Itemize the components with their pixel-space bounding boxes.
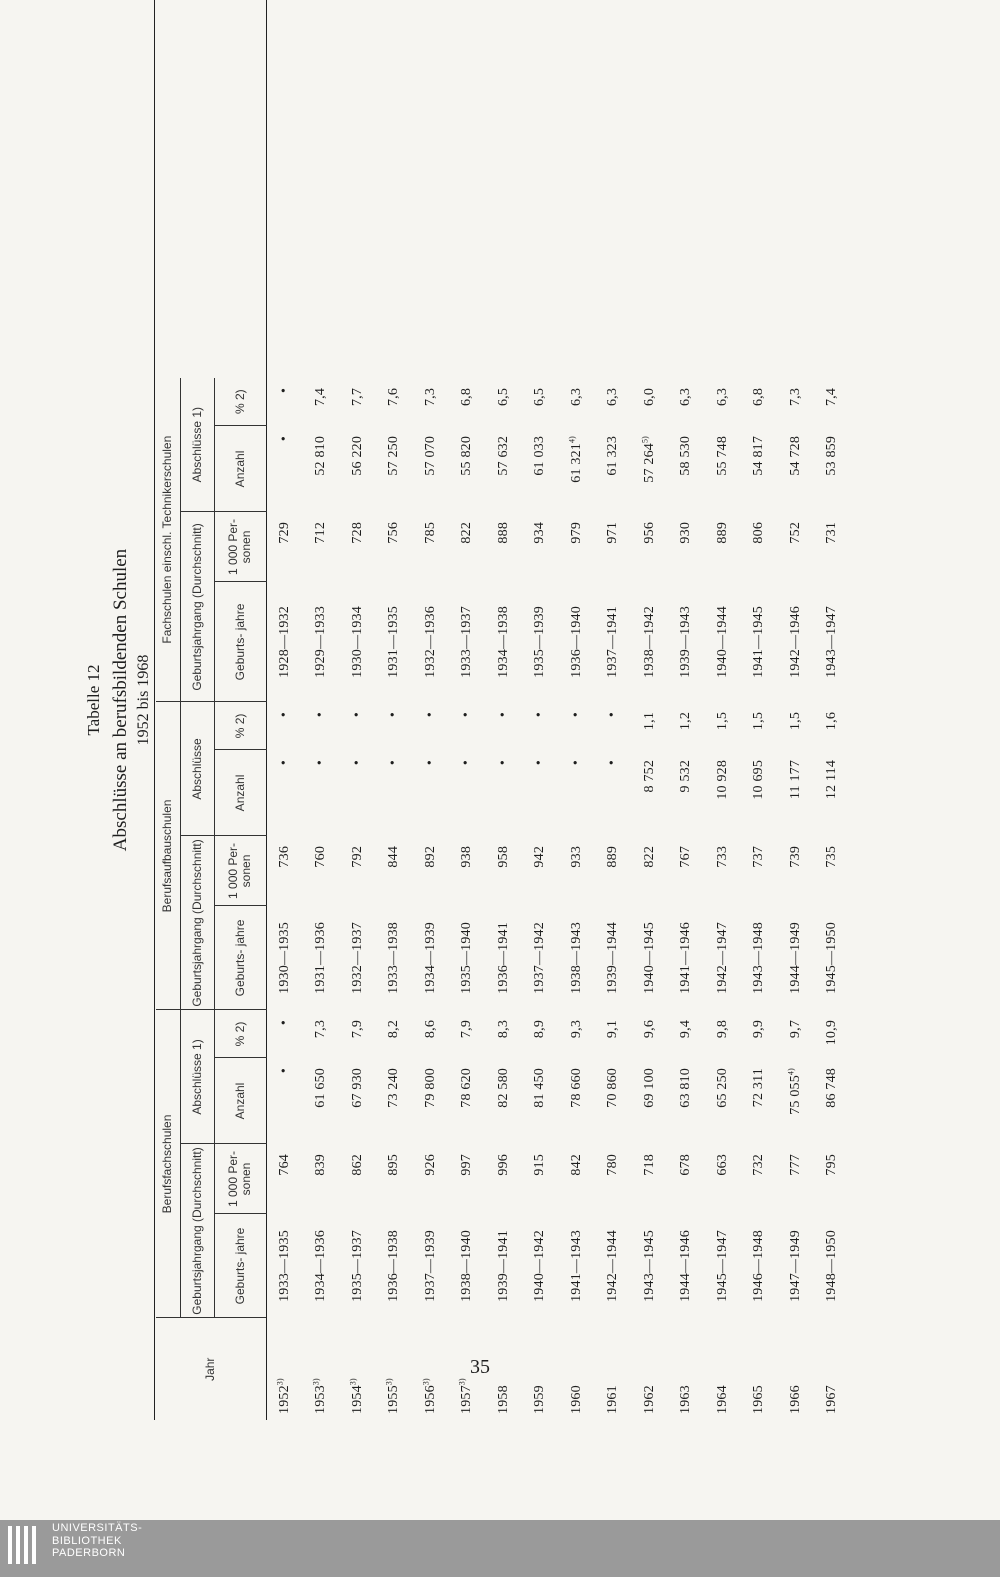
cell-fachschulen-geburtsjahre: 1942—1946 [787,606,803,678]
table-title: Abschlüsse an berufsbildenden Schulen [110,548,131,852]
page-number: 35 [470,1356,490,1378]
cell-berufsfach-prozent: 10,9 [824,1019,840,1046]
cell-berufsfach-personen: 997 [459,1154,475,1176]
header-abschluesse-2: Abschlüsse [180,702,214,836]
table-row [559,0,596,1420]
cell-berufsfach-geburtsjahre: 1940—1942 [532,1230,548,1302]
cell-berufsfach-anzahl: 81 450 [532,1068,548,1108]
cell-fachschulen-anzahl: 55 820 [459,435,475,476]
cell-berufsaufbau-anzahl: 12 114 [824,759,840,800]
cell-fachschulen-anzahl: 57 070 [422,435,438,476]
cell-berufsaufbau-geburtsjahre: 1932—1937 [349,922,365,994]
cell-berufsfach-anzahl: 78 660 [568,1068,584,1108]
cell-berufsaufbau-prozent: • [386,711,402,718]
cell-berufsfach-geburtsjahre: 1943—1945 [641,1230,657,1302]
cell-berufsfach-personen: 777 [787,1154,803,1176]
cell-berufsfach-prozent: 9,9 [751,1019,767,1039]
cell-berufsfach-personen: 663 [714,1154,730,1176]
cell-fachschulen-prozent: 6,3 [678,387,694,407]
cell-fachschulen-anzahl: 55 748 [714,435,730,476]
cell-fachschulen-personen: 971 [605,521,621,544]
cell-berufsaufbau-geburtsjahre: 1931—1936 [313,922,329,994]
cell-fachschulen-geburtsjahre: 1931—1935 [386,606,402,678]
cell-berufsaufbau-prozent: • [605,711,621,718]
cell-fachschulen-personen: 979 [568,521,584,544]
cell-berufsfach-prozent: 9,6 [641,1019,657,1039]
cell-berufsfach-prozent: 7,9 [459,1019,475,1039]
header-berufsfachschulen: Berufsfachschulen [156,1010,180,1318]
header-geburtsjahrgang-2: Geburtsjahrgang (Durchschnitt) [180,836,214,1010]
cell-berufsaufbau-anzahl: 10 928 [714,759,730,800]
cell-fachschulen-personen: 731 [824,521,840,544]
cell-jahr: 1958 [495,1385,511,1414]
library-name: UNIVERSITÄTS- BIBLIOTHEK PADERBORN [52,1522,143,1559]
cell-berufsaufbau-personen: 892 [422,845,438,868]
cell-jahr: 1964 [714,1385,730,1414]
cell-jahr: 1956$^{3)}$ [421,1378,438,1414]
cell-fachschulen-personen: 822 [459,521,475,544]
cell-fachschulen-anzahl: 57 632 [495,435,511,476]
cell-fachschulen-prozent: 7,7 [349,387,365,407]
cell-fachschulen-personen: 888 [495,521,511,544]
cell-fachschulen-anzahl: 61 321$^{4)}$ [567,435,584,483]
cell-berufsfach-prozent: 7,9 [349,1019,365,1039]
cell-berufsfach-personen: 915 [532,1154,548,1176]
cell-fachschulen-personen: 756 [386,521,402,544]
cell-berufsfach-anzahl: 82 580 [495,1068,511,1108]
cell-fachschulen-geburtsjahre: 1934—1938 [495,606,511,678]
cell-berufsfach-prozent: 7,3 [313,1019,329,1039]
cell-berufsaufbau-personen: 822 [641,845,657,868]
table-row [486,0,523,1420]
cell-berufsfach-anzahl: 75 055$^{4)}$ [786,1068,803,1115]
header-abschluesse-3: Abschlüsse 1) [180,378,214,512]
cell-berufsfach-personen: 842 [568,1154,584,1176]
cell-fachschulen-geburtsjahre: 1932—1936 [422,606,438,678]
cell-berufsfach-prozent: 9,3 [568,1019,584,1039]
cell-berufsaufbau-prozent: • [276,711,292,718]
cell-berufsaufbau-geburtsjahre: 1933—1938 [386,922,402,994]
cell-berufsfach-anzahl: 61 650 [313,1068,329,1108]
table-number: Tabelle 12 [84,664,103,736]
cell-berufsaufbau-geburtsjahre: 1935—1940 [459,922,475,994]
cell-fachschulen-personen: 889 [714,521,730,544]
cell-fachschulen-personen: 956 [641,521,657,544]
cell-berufsfach-prozent: 8,9 [532,1019,548,1039]
cell-berufsfach-personen: 862 [349,1154,365,1176]
cell-berufsfach-anzahl: 63 810 [678,1068,694,1108]
cell-berufsaufbau-anzahl: 10 695 [751,759,767,800]
cell-berufsaufbau-anzahl: • [276,759,292,766]
cell-berufsfach-geburtsjahre: 1936—1938 [386,1230,402,1302]
cell-jahr: 1967 [824,1385,840,1414]
cell-berufsaufbau-anzahl: • [532,759,548,766]
cell-berufsaufbau-personen: 767 [678,845,694,868]
cell-fachschulen-geburtsjahre: 1930—1934 [349,606,365,678]
cell-berufsaufbau-prozent: • [422,711,438,718]
cell-berufsaufbau-geburtsjahre: 1930—1935 [276,922,292,994]
cell-berufsaufbau-prozent: • [459,711,475,718]
cell-fachschulen-prozent: 7,3 [787,387,803,407]
cell-berufsaufbau-personen: 889 [605,845,621,868]
rotated-table-area [70,0,930,1420]
cell-berufsfach-personen: 780 [605,1154,621,1176]
cell-berufsfach-anzahl: 65 250 [714,1068,730,1108]
cell-berufsaufbau-geburtsjahre: 1939—1944 [605,922,621,994]
cell-berufsaufbau-geburtsjahre: 1937—1942 [532,922,548,994]
cell-fachschulen-anzahl: 57 264$^{5)}$ [640,435,657,483]
cell-fachschulen-geburtsjahre: 1929—1933 [313,606,329,678]
cell-fachschulen-prozent: 7,4 [824,387,840,407]
cell-berufsaufbau-anzahl: • [495,759,511,766]
cell-fachschulen-geburtsjahre: 1938—1942 [641,606,657,678]
cell-fachschulen-prozent: 6,8 [751,387,767,407]
cell-berufsfach-geburtsjahre: 1941—1943 [568,1230,584,1302]
header-jahr: Jahr [156,1318,266,1420]
cell-berufsfach-geburtsjahre: 1945—1947 [714,1230,730,1302]
cell-fachschulen-personen: 930 [678,521,694,544]
table-row [413,0,450,1420]
cell-fachschulen-geburtsjahre: 1936—1940 [568,606,584,678]
header-personen: 1 000 Per- sonen [214,1144,266,1214]
cell-berufsfach-geburtsjahre: 1938—1940 [459,1230,475,1302]
cell-fachschulen-anzahl: 54 817 [751,435,767,476]
cell-fachschulen-personen: 785 [422,521,438,544]
cell-fachschulen-anzahl: 61 323 [605,435,621,476]
cell-berufsaufbau-prozent: 1,5 [751,711,767,731]
cell-berufsaufbau-prozent: 1,6 [824,711,840,731]
cell-fachschulen-geburtsjahre: 1940—1944 [714,606,730,678]
table-row [303,0,340,1420]
cell-jahr: 1961 [605,1385,621,1414]
cell-berufsfach-geburtsjahre: 1935—1937 [349,1230,365,1302]
cell-fachschulen-anzahl: 57 250 [386,435,402,476]
cell-fachschulen-anzahl: 61 033 [532,435,548,476]
cell-berufsfach-anzahl: 73 240 [386,1068,402,1108]
library-logo-icon [8,1526,42,1564]
header-geburtsjahre: Geburts- jahre [214,906,266,1010]
cell-berufsfach-geburtsjahre: 1937—1939 [422,1230,438,1302]
cell-berufsaufbau-personen: 737 [751,845,767,868]
header-anzahl: Anzahl [214,426,266,512]
cell-berufsfach-geburtsjahre: 1948—1950 [824,1230,840,1302]
cell-jahr: 1954$^{3)}$ [348,1378,365,1414]
cell-berufsaufbau-anzahl: • [313,759,329,766]
cell-jahr: 1965 [751,1385,767,1414]
cell-berufsaufbau-prozent: • [349,711,365,718]
table-row [705,0,742,1420]
cell-fachschulen-anzahl: 58 530 [678,435,694,476]
header-prozent: % 2) [214,1010,266,1058]
cell-berufsfach-personen: 926 [422,1154,438,1176]
cell-berufsfach-anzahl: 78 620 [459,1068,475,1108]
header-geburtsjahre: Geburts- jahre [214,1214,266,1318]
cell-fachschulen-anzahl: 52 810 [313,435,329,476]
table-row [340,0,377,1420]
cell-berufsaufbau-anzahl: 8 752 [641,759,657,793]
cell-berufsfach-prozent: 9,7 [787,1019,803,1039]
cell-berufsaufbau-anzahl: • [422,759,438,766]
table-row [632,0,669,1420]
cell-fachschulen-geburtsjahre: 1943—1947 [824,606,840,678]
table-row [778,0,815,1420]
cell-fachschulen-geburtsjahre: 1933—1937 [459,606,475,678]
header-geburtsjahrgang-3: Geburtsjahrgang (Durchschnitt) [180,512,214,702]
cell-berufsaufbau-prozent: • [568,711,584,718]
cell-berufsfach-prozent: 8,3 [495,1019,511,1039]
cell-fachschulen-prozent: 6,0 [641,387,657,407]
cell-fachschulen-personen: 752 [787,521,803,544]
header-anzahl: Anzahl [214,750,266,836]
cell-berufsfach-geburtsjahre: 1947—1949 [787,1230,803,1302]
cell-fachschulen-geburtsjahre: 1928—1932 [276,606,292,678]
cell-berufsfach-geburtsjahre: 1942—1944 [605,1230,621,1302]
cell-berufsaufbau-personen: 933 [568,845,584,868]
cell-berufsfach-personen: 895 [386,1154,402,1176]
cell-berufsaufbau-anzahl: • [349,759,365,766]
cell-berufsaufbau-prozent: 1,2 [678,711,694,731]
cell-berufsfach-geburtsjahre: 1944—1946 [678,1230,694,1302]
cell-fachschulen-anzahl: • [276,435,292,442]
cell-fachschulen-prozent: 7,3 [422,387,438,407]
cell-berufsfach-personen: 996 [495,1154,511,1176]
cell-berufsfach-prozent: 8,6 [422,1019,438,1039]
table-row [449,0,486,1420]
cell-fachschulen-prozent: 6,3 [568,387,584,407]
cell-berufsaufbau-prozent: 1,5 [714,711,730,731]
cell-jahr: 1962 [641,1385,657,1414]
cell-berufsaufbau-geburtsjahre: 1944—1949 [787,922,803,994]
cell-berufsaufbau-geburtsjahre: 1942—1947 [714,922,730,994]
table-title-block [70,0,153,1420]
cell-jahr: 1959 [532,1385,548,1414]
cell-berufsaufbau-personen: 844 [386,845,402,868]
cell-berufsaufbau-geburtsjahre: 1934—1939 [422,922,438,994]
cell-berufsaufbau-personen: 958 [495,845,511,868]
cell-berufsfach-personen: 764 [276,1154,292,1176]
header-berufsaufbauschulen: Berufsaufbauschulen [156,702,180,1010]
cell-berufsfach-anzahl: 72 311 [751,1068,767,1108]
cell-fachschulen-prozent: 7,4 [313,387,329,407]
cell-berufsfach-personen: 718 [641,1154,657,1176]
cell-fachschulen-anzahl: 54 728 [787,435,803,476]
cell-berufsfach-prozent: 8,2 [386,1019,402,1039]
cell-berufsaufbau-prozent: • [532,711,548,718]
cell-berufsfach-anzahl: • [276,1068,292,1074]
cell-fachschulen-geburtsjahre: 1939—1943 [678,606,694,678]
cell-fachschulen-prozent: 6,5 [495,387,511,407]
cell-fachschulen-personen: 729 [276,521,292,544]
cell-berufsaufbau-anzahl: • [568,759,584,766]
cell-berufsaufbau-prozent: 1,5 [787,711,803,731]
header-personen: 1 000 Per- sonen [214,836,266,906]
header-fachschulen: Fachschulen einschl. Technikerschulen [156,378,180,702]
cell-berufsaufbau-geburtsjahre: 1945—1950 [824,922,840,994]
cell-jahr: 1960 [568,1385,584,1414]
cell-berufsaufbau-personen: 735 [824,845,840,868]
table-row [522,0,559,1420]
cell-berufsfach-geburtsjahre: 1934—1936 [313,1230,329,1302]
cell-berufsaufbau-personen: 938 [459,845,475,868]
cell-berufsaufbau-geburtsjahre: 1943—1948 [751,922,767,994]
cell-jahr: 1953$^{3)}$ [311,1378,329,1414]
header-geburtsjahre: Geburts- jahre [214,582,266,702]
cell-fachschulen-prozent: 6,3 [714,387,730,407]
header-geburtsjahrgang-1: Geburtsjahrgang (Durchschnitt) [180,1144,214,1318]
cell-berufsfach-prozent: 9,4 [678,1019,694,1039]
cell-berufsaufbau-prozent: • [313,711,329,718]
cell-fachschulen-geburtsjahre: 1941—1945 [751,606,767,678]
cell-berufsaufbau-anzahl: • [605,759,621,766]
cell-berufsfach-prozent: • [276,1019,292,1026]
header-personen: 1 000 Per- sonen [214,512,266,582]
cell-berufsaufbau-geburtsjahre: 1936—1941 [495,922,511,994]
cell-berufsaufbau-personen: 760 [313,845,329,868]
cell-jahr: 1963 [678,1385,694,1414]
cell-berufsaufbau-anzahl: 9 532 [678,759,694,793]
cell-berufsfach-personen: 839 [313,1154,329,1176]
header-prozent: % 2) [214,702,266,750]
cell-berufsfach-geburtsjahre: 1939—1941 [495,1230,511,1302]
cell-berufsaufbau-prozent: 1,1 [641,711,657,731]
cell-jahr: 1952$^{3)}$ [275,1378,292,1414]
cell-berufsfach-personen: 678 [678,1154,694,1176]
table-top-rule [154,0,155,1420]
cell-fachschulen-personen: 934 [532,521,548,544]
cell-berufsfach-anzahl: 67 930 [349,1068,365,1108]
cell-berufsfach-anzahl: 69 100 [641,1068,657,1108]
cell-fachschulen-prozent: 6,3 [605,387,621,407]
cell-fachschulen-prozent: 6,8 [459,387,475,407]
cell-berufsaufbau-anzahl: • [459,759,475,766]
cell-berufsfach-prozent: 9,1 [605,1019,621,1039]
header-prozent: % 2) [214,378,266,426]
cell-fachschulen-personen: 806 [751,521,767,544]
table-row [741,0,778,1420]
cell-fachschulen-personen: 712 [313,521,329,544]
cell-berufsaufbau-personen: 792 [349,845,365,868]
cell-berufsaufbau-geburtsjahre: 1938—1943 [568,922,584,994]
cell-berufsaufbau-personen: 733 [714,845,730,868]
cell-berufsaufbau-personen: 942 [532,845,548,868]
cell-berufsfach-prozent: 9,8 [714,1019,730,1039]
cell-berufsaufbau-personen: 739 [787,845,803,868]
cell-berufsaufbau-anzahl: 11 177 [787,759,803,800]
cell-fachschulen-geburtsjahre: 1937—1941 [605,606,621,678]
table-row [266,0,303,1420]
cell-berufsfach-anzahl: 70 860 [605,1068,621,1108]
cell-berufsfach-geburtsjahre: 1946—1948 [751,1230,767,1302]
header-anzahl: Anzahl [214,1058,266,1144]
library-footer [0,1520,1000,1577]
cell-jahr: 1957$^{3)}$ [457,1378,475,1414]
table-body [266,0,851,1420]
table-row [376,0,413,1420]
cell-berufsaufbau-anzahl: • [386,759,402,766]
cell-berufsfach-anzahl: 86 748 [824,1068,840,1108]
cell-berufsaufbau-geburtsjahre: 1940—1945 [641,922,657,994]
cell-berufsfach-anzahl: 79 800 [422,1068,438,1108]
cell-fachschulen-prozent: 7,6 [386,387,402,407]
cell-fachschulen-anzahl: 53 859 [824,435,840,476]
table-row [595,0,632,1420]
table-period: 1952 bis 1968 [135,654,152,746]
cell-berufsaufbau-personen: 736 [276,845,292,868]
cell-berufsfach-personen: 795 [824,1154,840,1176]
cell-berufsaufbau-geburtsjahre: 1941—1946 [678,922,694,994]
data-table [156,0,851,1420]
table-row [814,0,851,1420]
cell-berufsaufbau-prozent: • [495,711,511,718]
cell-berufsfach-geburtsjahre: 1933—1935 [276,1230,292,1302]
cell-fachschulen-prozent: • [276,387,292,394]
table-row [668,0,705,1420]
cell-fachschulen-prozent: 6,5 [532,387,548,407]
cell-jahr: 1966 [787,1385,803,1414]
cell-fachschulen-anzahl: 56 220 [349,435,365,476]
cell-berufsfach-personen: 732 [751,1154,767,1176]
header-abschluesse-1: Abschlüsse 1) [180,1010,214,1144]
cell-jahr: 1955$^{3)}$ [384,1378,402,1414]
cell-fachschulen-personen: 728 [349,521,365,544]
cell-fachschulen-geburtsjahre: 1935—1939 [532,606,548,678]
